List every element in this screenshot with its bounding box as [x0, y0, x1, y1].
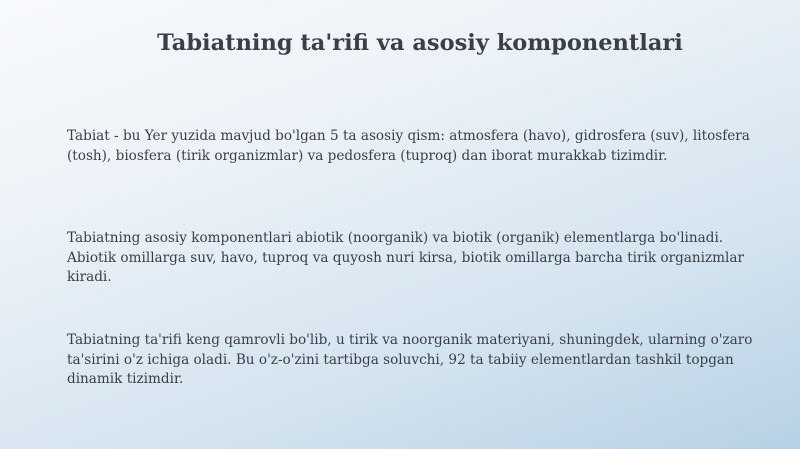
slide-title: Tabiatning ta'rifi va asosiy komponentlari — [157, 30, 683, 56]
paragraph-components: Tabiatning asosiy komponentlari abiotik (noorganik) va biotik (organik) elementlarga bo'linadi. Abiotik omillarga suv, havo, tuproq va quyosh nuri kirsa, biotik omillarga barcha tirik organizmlar kiradi. — [67, 230, 745, 285]
paragraph-definition: Tabiat - bu Yer yuzida mavjud bo'lgan 5 ta asosiy qism: atmosfera (havo), gidrosfera (suv), litosfera (tosh), biosfera (tirik organizmlar) va pedosfera (tuproq) dan iborat murakkab tizimdir. — [67, 128, 750, 164]
paragraph-scope: Tabiatning ta'rifi keng qamrovli bo'lib, u tirik va noorganik materiyani, shuningdek, ularning o'zaro ta'sirini o'z ichiga oladi. Bu o'z-o'zini tartibga soluvchi, 92 ta tabiiy elementlardan tashkil topgan dinamik tizimdir. — [67, 332, 753, 387]
